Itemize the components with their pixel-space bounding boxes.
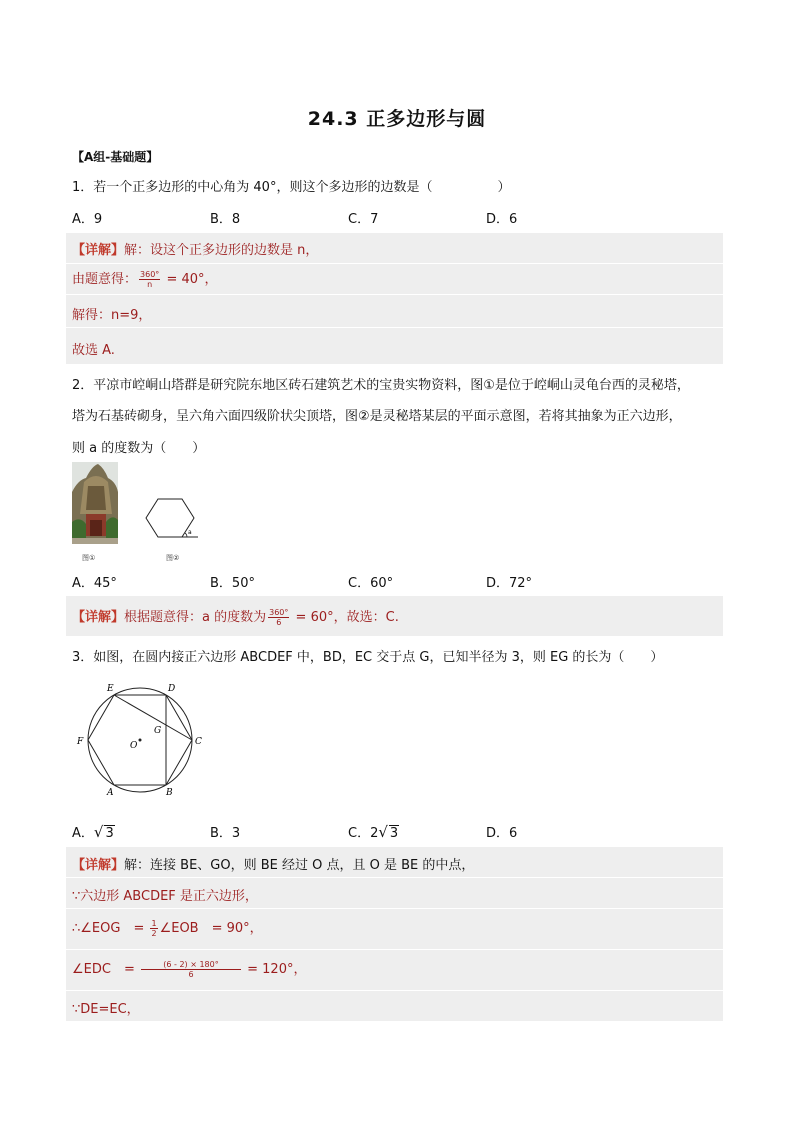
answer-text: = 40°， [166,272,218,287]
q3-stem: 3．如图，在圆内接正六边形 ABCDEF 中，BD，EC 交于点 G，已知半径为 3，则 EG 的长为（ ） [72,650,664,665]
q3-answer-line-4 [66,950,723,990]
q3-answer-line-5 [66,991,723,1021]
q1-answer-line-1 [66,233,723,263]
q3-answer-line-1 [66,847,723,877]
page-title: 24.3 正多边形与圆 [307,108,487,130]
fraction: $\frac{360^\circ}{6}$ [269,608,289,627]
point-label-e: E [107,684,114,694]
q3-option-b[interactable]: B．3 [210,826,241,841]
q3-answer-line-2 [66,878,723,908]
point-label-g: G [154,726,162,736]
answer-text: 故选 A. [72,343,115,358]
q1-answer-line-3 [66,295,723,327]
point-label-d: D [168,684,176,694]
answer-text: ∠EDC = [72,962,135,977]
fraction: $\frac{360^\circ}{n}$ [140,270,160,289]
point-label-a: A [107,788,114,798]
answer-tag: 【详解】 [72,610,125,625]
q1-answer-line-4 [66,328,723,364]
q3-option-a[interactable]: A．√ 3 [72,823,114,841]
answer-text: = 60°，故选：C. [295,610,399,625]
answer-text: = 120°， [247,962,307,977]
answer-text: 解得：n=9， [72,308,152,323]
q2-stem-line-1: 2．平凉市崆峒山塔群是研究院东地区砖石建筑艺术的宝贵实物资料，图①是位于崆峒山灵龟台西的灵秘塔， [72,378,690,393]
answer-text: 解：设这个正多边形的边数是 n， [124,243,319,258]
figure-2-caption: 图② [166,554,180,562]
answer-text: ∵DE=EC， [72,1002,140,1017]
answer-tag: 【详解】 [72,243,125,258]
pagoda-photo [72,462,118,544]
q2-option-c[interactable]: C．60° [348,576,394,591]
fraction: $\frac{1}{2}$ [151,919,157,938]
answer-text: 解：连接 BE、GO，则 BE 经过 O 点，且 O 是 BE 的中点， [124,858,475,873]
q2-stem-line-2: 塔为石基砖砌身，呈六角六面四级阶状尖顶塔，图②是灵秘塔某层的平面示意图，若将其抽象为正六边形， [72,409,682,424]
q1-option-d[interactable]: D．6 [486,212,518,227]
answer-text: 根据题意得：a 的度数为 [124,610,267,625]
q3-answer-line-3 [66,909,723,949]
q2-option-d[interactable]: D．72° [486,576,533,591]
q1-option-a[interactable]: A．9 [72,212,103,227]
q2-option-a[interactable]: A．45° [72,576,117,591]
answer-text: ∴∠EOG = [72,921,149,936]
q1-stem: 1．若一个正多边形的中心角为 40°，则这个多边形的边数是（ ） [72,180,511,195]
answer-text: ∵六边形 ABCDEF 是正六边形， [72,889,258,904]
section-label: 【A组-基础题】 [72,150,159,164]
answer-text: ∠EOB = 90°， [159,921,263,936]
q1-option-b[interactable]: B．8 [210,212,241,227]
point-label-b: B [166,788,173,798]
point-label-c: C [195,737,202,747]
q3-option-d[interactable]: D．6 [486,826,518,841]
hexagon-figure [140,494,202,544]
fraction: $\frac{(6 - 2) \times 180^\circ}{6}$ [141,960,241,979]
q2-stem-line-3: 则 a 的度数为（ ） [72,441,206,456]
inscribed-hexagon-figure [74,678,214,802]
figure-1-caption: 图① [82,554,96,562]
q2-option-b[interactable]: B．50° [210,576,255,591]
point-label-o: O [130,741,138,751]
q3-option-c[interactable]: C．2√ 3 [348,823,399,841]
q1-answer-line-2 [66,264,723,294]
point-label-f: F [77,737,84,747]
q1-option-c[interactable]: C．7 [348,212,379,227]
answer-tag: 【详解】 [72,858,125,873]
angle-label-a: a [188,529,192,536]
q2-answer [66,596,723,636]
answer-text: 由题意得： [72,272,138,287]
